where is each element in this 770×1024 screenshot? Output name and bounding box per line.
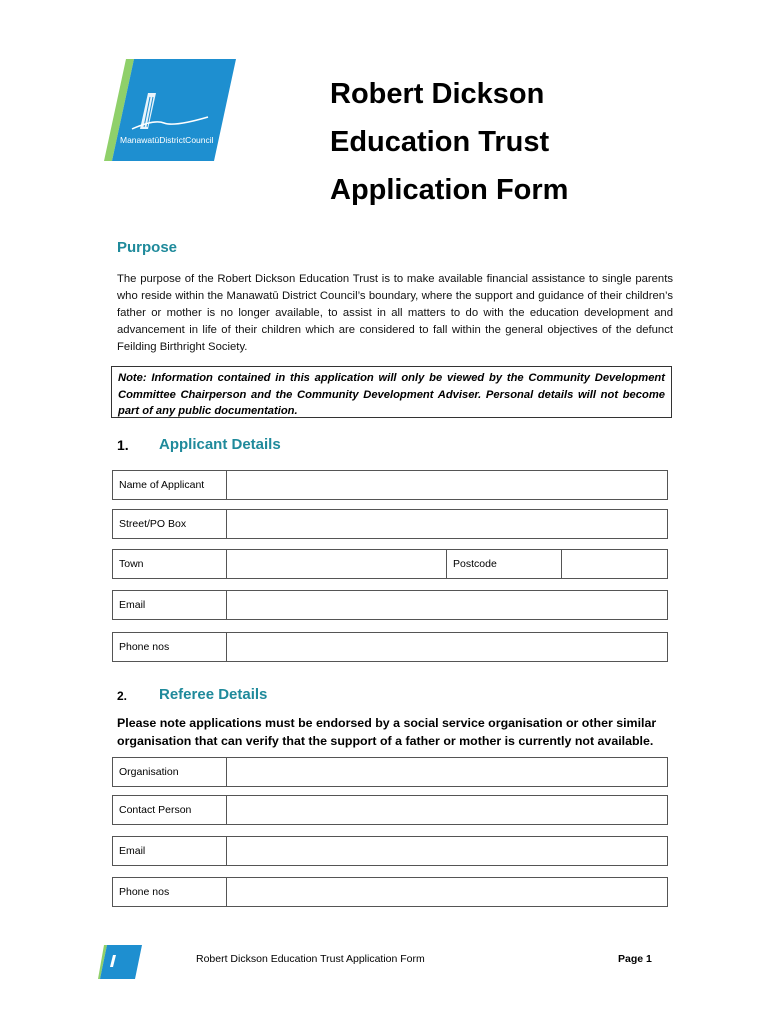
title-line-1: Robert Dickson [330,78,545,110]
section-1-number: 1. [117,437,129,453]
manawatu-logo [104,57,236,161]
referee-contact-field[interactable] [227,796,667,824]
applicant-email-field[interactable] [227,591,667,619]
section-2-number: 2. [117,689,128,703]
section-1-title: Applicant Details [159,436,281,453]
applicant-name-field[interactable] [227,471,667,499]
privacy-note: Note: Information contained in this application will only be viewed by the Community Development Committee Chairperson and the Community Development Adviser. Personal details will not become part of any public documentation. [111,366,672,418]
applicant-town-row [112,549,668,579]
referee-contact-row [112,795,668,825]
applicant-email-row [112,590,668,620]
applicant-street-field[interactable] [227,510,667,538]
referee-organisation-field[interactable] [227,758,667,786]
footer-logo [98,945,142,979]
referee-email-field[interactable] [227,837,667,865]
logo-text: ManawatūDistrictCouncil [120,135,214,145]
applicant-name-row [112,470,668,500]
referee-phone-field[interactable] [227,878,667,906]
referee-email-row [112,836,668,866]
purpose-paragraph: The purpose of the Robert Dickson Education Trust is to make available financial assistance to single parents who reside within the Manawatū District Council’s boundary, where the support and guidance of their children’s father or mother is no longer available, to assist in all matters to do with the education development and advancement in life of their children which are considered to fall within the general objectives of the defunct Feilding Birthright Society. [117,273,673,353]
applicant-town-label: Town [113,550,227,578]
applicant-postcode-label: Postcode [447,550,562,578]
applicant-email-label: Email [113,591,227,619]
section-2-title: Referee Details [159,686,268,703]
referee-contact-label: Contact Person [113,796,227,824]
applicant-town-field[interactable] [227,550,447,578]
page-title [330,70,568,214]
referee-organisation-label: Organisation [113,758,227,786]
referee-organisation-row [112,757,668,787]
applicant-street-label: Street/PO Box [113,510,227,538]
applicant-postcode-field[interactable] [562,550,667,578]
referee-phone-row [112,877,668,907]
referee-email-label: Email [113,837,227,865]
referee-note: Please note applications must be endorsed by a social service organisation or other similar organisation that can verify that the support of a father or mother is currently not available. [117,716,657,748]
applicant-name-label: Name of Applicant [113,471,227,499]
page-number: Page 1 [618,953,652,965]
applicant-street-row [112,509,668,539]
purpose-heading: Purpose [117,239,178,256]
applicant-phone-label: Phone nos [113,633,227,661]
title-line-3: Application Form [330,174,569,206]
applicant-phone-field[interactable] [227,633,667,661]
title-line-2: Education Trust [330,126,550,158]
applicant-phone-row [112,632,668,662]
referee-phone-label: Phone nos [113,878,227,906]
footer-title: Robert Dickson Education Trust Application Form [196,953,425,965]
